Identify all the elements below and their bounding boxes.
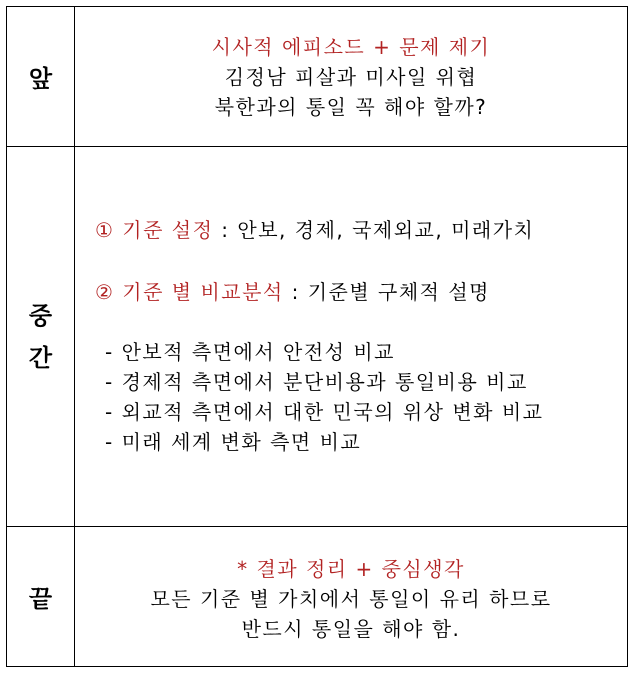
detail-item-future: - 미래 세계 변화 측면 비교 <box>105 430 362 454</box>
detail-item-security: - 안보적 측면에서 안전성 비교 <box>105 340 395 364</box>
body-label-char-1: 중 <box>28 301 53 330</box>
intro-label-cell <box>7 7 75 146</box>
criterion-1-text: 안보, 경제, 국제외교, 미래가치 <box>237 218 535 242</box>
detail-item-economy: - 경제적 측면에서 분단비용과 통일비용 비교 <box>105 370 528 394</box>
body-row <box>7 147 627 527</box>
body-label <box>29 295 52 379</box>
intro-label: 앞 <box>28 65 53 93</box>
body-content-cell <box>75 147 627 526</box>
detail-item-diplomacy: - 외교적 측면에서 대한 민국의 위상 변화 비교 <box>105 400 544 424</box>
criterion-1 <box>95 215 543 245</box>
intro-line-2: 북한과의 통일 꼭 해야 할까? <box>214 95 488 119</box>
conclusion-heading: * 결과 정리 + 중심생각 <box>237 557 465 581</box>
intro-line-1: 김정남 피살과 미사일 위협 <box>224 65 478 89</box>
criterion-1-title: ① 기준 설정 <box>95 218 214 242</box>
detail-list <box>95 337 543 457</box>
criterion-2-text: 기준별 구체적 설명 <box>307 280 490 304</box>
conclusion-line-1: 모든 기준 별 가치에서 통일이 유리 하므로 <box>150 587 552 611</box>
intro-content-cell <box>75 7 627 146</box>
conclusion-text-block <box>75 554 627 644</box>
body-label-char-2: 간 <box>28 343 53 372</box>
essay-outline-table <box>6 6 628 667</box>
intro-text-block <box>75 32 627 122</box>
intro-heading: 시사적 에피소드 + 문제 제기 <box>211 35 491 59</box>
criterion-1-separator: : <box>213 218 238 242</box>
conclusion-label-cell <box>7 527 75 666</box>
body-label-cell <box>7 147 75 526</box>
intro-row <box>7 7 627 147</box>
body-text-block <box>95 215 543 457</box>
criterion-2-title: ② 기준 별 비교분석 <box>95 280 284 304</box>
criterion-2 <box>95 277 543 307</box>
criterion-2-separator: : <box>283 280 308 304</box>
conclusion-label: 끝 <box>28 585 53 613</box>
conclusion-content-cell <box>75 527 627 666</box>
conclusion-line-2: 반드시 통일을 해야 함. <box>241 617 461 641</box>
conclusion-row <box>7 527 627 666</box>
